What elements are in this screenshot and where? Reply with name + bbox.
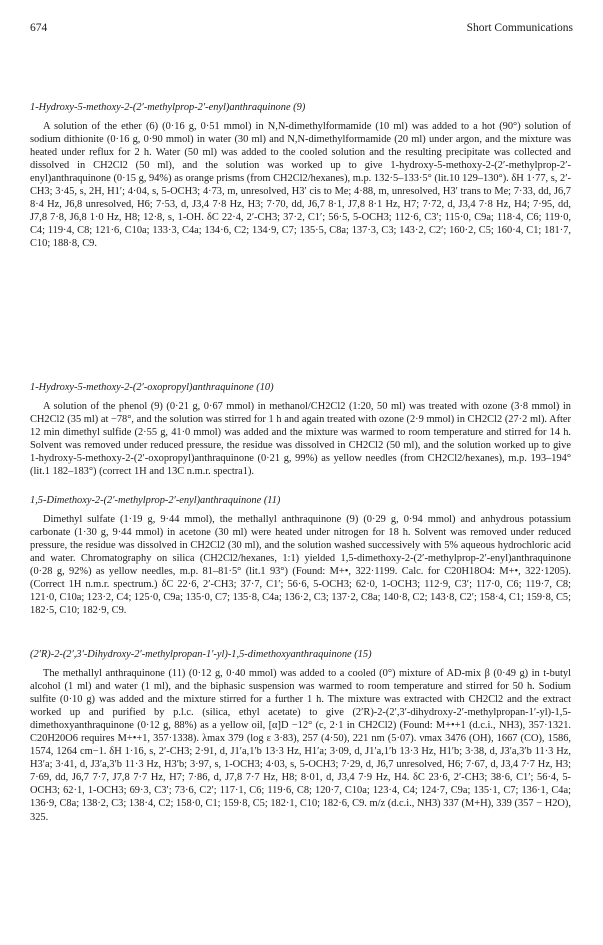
section-title: 1,5-Dimethoxy-2-(2′-methylprop-2′-enyl)anthraquinone (11) [30,495,281,506]
section-body: A solution of the ether (6) (0·16 g, 0·51 mmol) in N,N-dimethylformamide (10 ml) was added to a hot (90°) solution of sodium dithionite (0·16 g, 0·90 mmol) in water (30 ml) and N,N-dimethylformamide (20 ml) under argon, and the mixture was heated under reflux for 2 h. Water (50 ml) was added to the cooled solution and the resulting precipitate was collected and dissolved in CH2Cl2 (50 ml), and the solution was worked up to give 1-hydroxy-5-methoxy-2-(2′-methylprop-2′-enyl)anthraquinone (0·15 g, 94%) as orange prisms (from CH2Cl2/hexanes), m.p. 132·5–133·5° (lit.10 129–130°). δH 1·77, s, 2′-CH3; 3·45, s, 2H, H1′; 4·04, s, 5-OCH3; 4·73, m, unresolved, H3′ cis to Me; 4·88, m, unresolved, H3′ trans to Me; 7·33, dd, J6,7 8·4 Hz, J6,8 unresolved, H6; 7·53, d, J3,4 7·8 Hz, H3; 7·70, dd, J6,7 8·1, J7,8 8·1 Hz, H7; 7·72, d, J3,4 7·8 Hz, H4; 7·95, dd, J7,8 7·8, J6,8 1·0 Hz, H8; 12·8, s, 1-OH. δC 22·4, 2′-CH3; 37·2, C1′; 56·5, 5-OCH3; 112·6, C3′; 115·0, C9a; 118·4, C6; 119·0, C4; 119·4, C8; 121·6, C10a; 133·3, C4a; 134·6, C2; 134·9, C7; 135·5, C8a; 137·3, C3; 143·2, C2′; 160·2, C5; 160·4, C1; 181·7, C10; 188·8, C9. [30,121,571,250]
section-body: A solution of the phenol (9) (0·21 g, 0·67 mmol) in methanol/CH2Cl2 (1:20, 50 ml) was treated with ozone (3·8 mmol) in CH2Cl2 (35 ml) at −78°, and the solution was stirred for 1 h and again treated with ozone (2·9 mmol) in CH2Cl2 (27·2 ml). After 12 min dimethyl sulfide (2·55 g, 41·0 mmol) was added and the mixture was warmed to room temperature and stirred for 14 h. Solvent was removed under reduced pressure, the residue was dissolved in CH2Cl2 (50 ml), and the solution worked up to give 1-hydroxy-5-methoxy-2-(2′-oxopropyl)anthraquinone (0·21 g, 99%) as yellow needles (from CH2Cl2/hexanes), m.p. 193–194° (lit.1 182–183°) (correct 1H and 13C n.m.r. spectra1). [30,401,571,478]
section-title: 1-Hydroxy-5-methoxy-2-(2′-oxopropyl)anthraquinone (10) [30,382,274,393]
section-title: 1-Hydroxy-5-methoxy-2-(2′-methylprop-2′-enyl)anthraquinone (9) [30,102,306,113]
section-compound-11 [30,494,571,617]
page-number: 674 [30,22,48,34]
page-header [30,22,573,38]
section-title: (2′R)-2-(2′,3′-Dihydroxy-2′-methylpropan-1′-yl)-1,5-dimethoxyanthraquinone (15) [30,649,372,660]
running-head: Short Communications [466,22,573,34]
section-body: The methallyl anthraquinone (11) (0·12 g, 0·40 mmol) was added to a cooled (0°) mixture of AD-mix β (0·49 g) in t-butyl alcohol (1 ml) and water (1 ml), and the biphasic suspension was warmed to room temperature and stirred for 50 h. Sodium sulfite (0·10 g) was added and the mixture stirred for a further 1 h. The mixture was extracted with CH2Cl2 and the extract worked up and purified by p.l.c. (silica, ethyl acetate) to give (2′R)-2-(2′,3′-dihydroxy-2′-methylpropan-1′-yl)-1,5-dimethoxyanthraquinone (0·12 g, 88%) as a yellow oil, [α]D −12° (c, 2·1 in CH2Cl2) (Found: M+•+1 (d.c.i., NH3), 357·1321. C20H20O6 requires M+•+1, 357·1338). λmax 379 (log ε 3·83), 257 (4·50), 221 nm (5·07). νmax 3476 (OH), 1667 (CO), 1586, 1574, 1264 cm−1. δH 1·16, s, 2′-CH3; 2·91, d, J1′a,1′b 13·3 Hz, H1′a; 3·09, d, J1′a,1′b 13·3 Hz, H1′b; 3·38, d, J3′a,3′b 11·3 Hz, H3′a; 3·41, d, J3′a,3′b 11·3 Hz, H3′b; 3·97, s, 1-OCH3; 4·03, s, 5-OCH3; 7·29, d, J6,7 unresolved, H6; 7·67, d, J3,4 7·7 Hz, H3; 7·69, dd, J6,7 7·7, J7,8 7·7 Hz, H7; 7·86, d, J7,8 7·7 Hz, H8; 8·01, d, J3,4 7·9 Hz, H4. δC 23·6, 2′-CH3; 38·6, C1′; 56·4, 5-OCH3; 62·1, 1-OCH3; 69·3, C3′; 73·6, C2′; 117·1, C6; 119·6, C8; 120·7, C10a; 123·4, C4; 124·7, C9a; 135·1, C7; 136·1, C4a; 136·9, C8a; 138·2, C3; 138·4, C2; 158·0, C1; 159·8, C5; 182·1, C10; 182·6, C9. m/z (d.c.i., NH3) 337 (M+H), 339 (357 − H2O), 325. [30,668,571,823]
section-compound-15 [30,648,571,824]
section-body: Dimethyl sulfate (1·19 g, 9·44 mmol), the methallyl anthraquinone (9) (0·29 g, 0·94 mmol) and anhydrous potassium carbonate (1·30 g, 9·44 mmol) in acetone (30 ml) were heated under nitrogen for 18 h. Solvent was removed under reduced pressure, the residue was dissolved in CH2Cl2 (30 ml), and the solution washed successively with 5% aqueous hydrochloric acid and water. Chromatography on silica (CH2Cl2/hexanes, 1:1) yielded 1,5-dimethoxy-2-(2′-methylprop-2′-enyl)anthraquinone (0·28 g, 92%) as yellow needles, m.p. 81–81·5° (lit.1 93°) (Found: M+•, 322·1199. Calc. for C20H18O4: M+•, 322·1205). (Correct 1H n.m.r. spectrum.) δC 22·6, 2′-CH3; 37·7, C1′; 56·6, 5-OCH3; 62·0, 1-OCH3; 112·9, C3′; 117·0, C6; 119·7, C8; 121·0, C10a; 123·2, C4; 125·0, C9a; 135·0, C7; 135·8, C4a; 136·2, C3; 137·2, C8a; 140·8, C2; 143·8, C2′; 158·4, C1; 159·8, C5; 182·5, C10; 182·9, C9. [30,514,571,617]
section-compound-10 [30,381,571,478]
section-compound-9 [30,101,571,250]
